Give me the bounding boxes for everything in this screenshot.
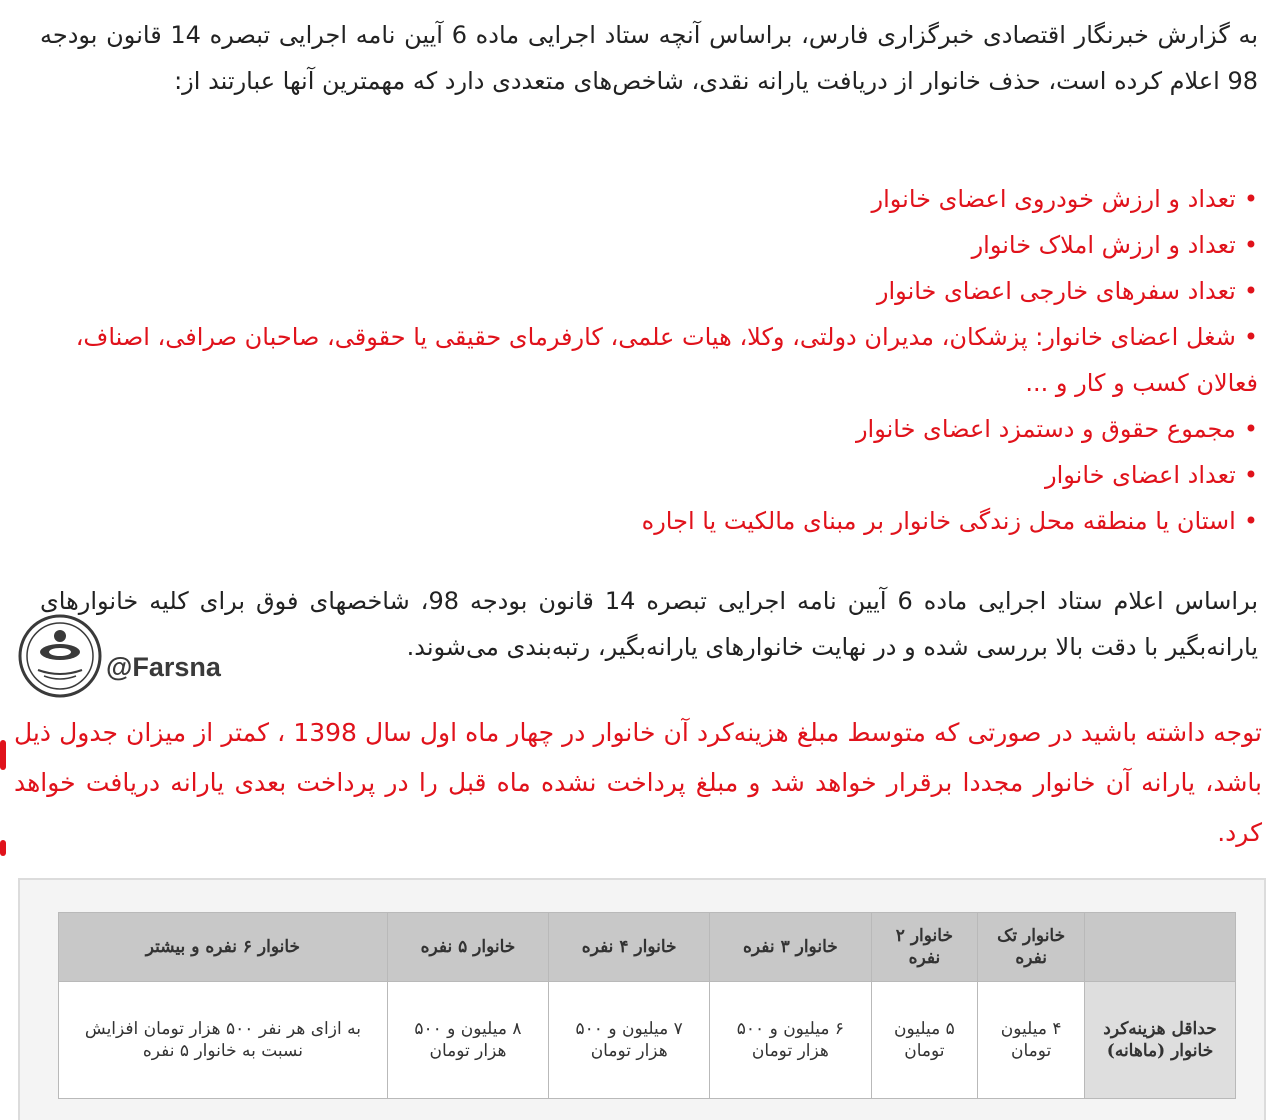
notice-paragraph: توجه داشته باشید در صورتی که متوسط مبلغ هزینه‌کرد آن خانوار در چهار ماه اول سال 1398 ، کمتر از میزان جدول ذیل باشد، یارانه آن خانوار مجددا برقرار خواهد شد و مبلغ پرداخت نشده ماه قبل را در پرداخت بعدی یارانه دریافت خواهد کرد.: [14, 718, 1262, 847]
table-header-cell: خانوار ۳ نفره: [710, 913, 871, 982]
farsna-watermark: [18, 612, 258, 708]
list-item: [36, 222, 1258, 268]
bullet-icon: •: [1243, 277, 1258, 305]
table-cell: به ازای هر نفر ۵۰۰ هزار تومان افزایش نسبت به خانوار ۵ نفره: [59, 982, 388, 1099]
min-expense-table: [58, 912, 1236, 1099]
edge-decoration: [0, 740, 6, 770]
fars-news-logo-icon: [18, 614, 102, 698]
bullet-icon: •: [1243, 415, 1258, 443]
table-header-cell: خانوار ۴ نفره: [549, 913, 710, 982]
table-row-label: حداقل هزینه‌کرد خانوار (ماهانه): [1085, 982, 1236, 1099]
bullet-icon: •: [1243, 231, 1258, 259]
list-item-text: تعداد و ارزش املاک خانوار: [971, 231, 1236, 259]
bullet-icon: •: [1243, 323, 1258, 351]
list-item: [36, 498, 1258, 544]
table-cell: ۶ میلیون و ۵۰۰ هزار تومان: [710, 982, 871, 1099]
table-header-cell: خانوار ۶ نفره و بیشتر: [59, 913, 388, 982]
list-item-text: مجموع حقوق و دستمزد اعضای خانوار: [855, 415, 1236, 443]
table-header-row: [59, 913, 1236, 982]
list-item: [36, 176, 1258, 222]
table-cell: ۴ میلیون تومان: [978, 982, 1085, 1099]
list-item-text: استان یا منطقه محل زندگی خانوار بر مبنای مالکیت یا اجاره: [641, 507, 1236, 535]
second-paragraph: براساس اعلام ستاد اجرایی ماده 6 آیین نامه اجرایی تبصره 14 قانون بودجه 98، شاخصهای فوق برای کلیه خانوارهای یارانه‌بگیر با دقت بالا بررسی شده و در نهایت خانوارهای یارانه‌بگیر، رتبه‌بندی می‌شوند.: [40, 587, 1258, 661]
table-cell: ۸ میلیون و ۵۰۰ هزار تومان: [387, 982, 548, 1099]
list-item-text: تعداد اعضای خانوار: [1044, 461, 1236, 489]
expense-table-card: [18, 878, 1266, 1120]
table-header-cell: خانوار ۲ نفره: [871, 913, 978, 982]
bullet-icon: •: [1243, 507, 1258, 535]
table-header-cell: خانوار تک نفره: [978, 913, 1085, 982]
list-item-text: شغل اعضای خانوار: پزشکان، مدیران دولتی، وکلا، هیات علمی، کارفرمای حقیقی یا حقوقی، صاحبان صرافی، اصناف، فعالان کسب و کار و ...: [75, 323, 1258, 397]
bullet-icon: •: [1243, 185, 1258, 213]
list-item: [36, 268, 1258, 314]
table-cell: ۵ میلیون تومان: [871, 982, 978, 1099]
table-header-cell: خانوار ۵ نفره: [387, 913, 548, 982]
list-item-text: تعداد و ارزش خودروی اعضای خانوار: [871, 185, 1236, 213]
list-item-text: تعداد سفرهای خارجی اعضای خانوار: [876, 277, 1236, 305]
table-row: [59, 982, 1236, 1099]
table-corner-cell: [1085, 913, 1236, 982]
farsna-handle: @Farsna: [102, 652, 225, 683]
table-cell: ۷ میلیون و ۵۰۰ هزار تومان: [549, 982, 710, 1099]
list-item: [36, 406, 1258, 452]
intro-paragraph: به گزارش خبرنگار اقتصادی خبرگزاری فارس، براساس آنچه ستاد اجرایی ماده 6 آیین نامه اجرایی تبصره 14 قانون بودجه 98 اعلام کرده است، حذف خانوار از دریافت یارانه نقدی، شاخص‌های متعددی دارد که مهمترین آنها عبارتند از:: [40, 21, 1258, 95]
bullet-icon: •: [1243, 461, 1258, 489]
edge-decoration: [0, 840, 6, 856]
list-item: [36, 452, 1258, 498]
criteria-list: [36, 176, 1258, 544]
list-item: [36, 314, 1258, 406]
